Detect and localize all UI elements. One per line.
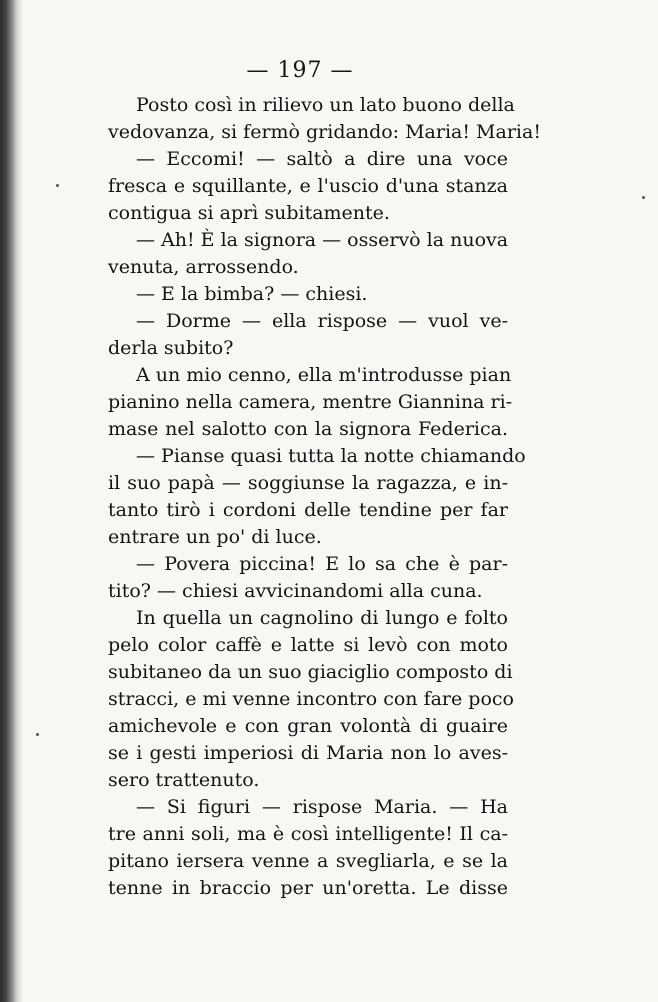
text-line: tenne in braccio per un'oretta. Le disse <box>108 877 508 899</box>
text-line: pianino nella camera, mentre Giannina ri- <box>108 391 513 413</box>
text-line: — Pianse quasi tutta la notte chiamando <box>136 445 526 467</box>
text-line: amichevole e con gran volontà di guaire <box>108 715 508 737</box>
text-line: vedovanza, si fermò gridando: Maria! Maria! <box>108 121 541 143</box>
text-line: entrare un po' di luce. <box>108 526 322 548</box>
text-line: il suo papà — soggiunse la ragazza, e in- <box>108 472 508 494</box>
paper-speck <box>56 184 59 187</box>
text-line: se i gesti imperiosi di Maria non lo aves- <box>108 742 508 764</box>
text-line: mase nel salotto con la signora Federica. <box>108 418 508 440</box>
text-line: contigua si aprì subitamente. <box>108 202 390 224</box>
page-number: — 197 — <box>246 58 354 83</box>
paper-speck <box>642 196 645 199</box>
text-line: tre anni soli, ma è così intelligente! Il ca- <box>108 823 508 845</box>
text-line: derla subito? <box>108 337 234 359</box>
body-text <box>108 92 541 902</box>
text-line: — Povera piccina! E lo sa che è par- <box>136 553 508 575</box>
text-line: — Si figuri — rispose Maria. — Ha <box>136 796 508 818</box>
text-line: — Dorme — ella rispose — vuol ve- <box>136 310 508 332</box>
text-line: tito? — chiesi avvicinandomi alla cuna. <box>108 580 483 602</box>
page-binding-shadow <box>0 0 22 1002</box>
text-line: subitaneo da un suo giaciglio composto di <box>108 661 513 683</box>
text-line: Posto così in rilievo un lato buono della <box>136 94 515 116</box>
text-line: pelo color caffè e latte si levò con moto <box>108 634 508 656</box>
text-line: A un mio cenno, ella m'introdusse pian <box>136 364 512 386</box>
text-line: sero trattenuto. <box>108 769 260 791</box>
text-line: — Eccomi! — saltò a dire una voce <box>136 148 508 170</box>
text-line: In quella un cagnolino di lungo e folto <box>136 607 508 629</box>
text-line: — Ah! È la signora — osservò la nuova <box>136 229 509 251</box>
text-line: tanto tirò i cordoni delle tendine per far <box>108 499 508 521</box>
text-line: — E la bimba? — chiesi. <box>136 283 368 305</box>
text-line: pitano iersera venne a svegliarla, e se la <box>108 850 508 872</box>
text-line: venuta, arrossendo. <box>108 256 299 278</box>
text-line: stracci, e mi venne incontro con fare poco <box>108 688 514 710</box>
text-line: fresca e squillante, e l'uscio d'una stanza <box>108 175 508 197</box>
paper-speck <box>36 733 39 736</box>
